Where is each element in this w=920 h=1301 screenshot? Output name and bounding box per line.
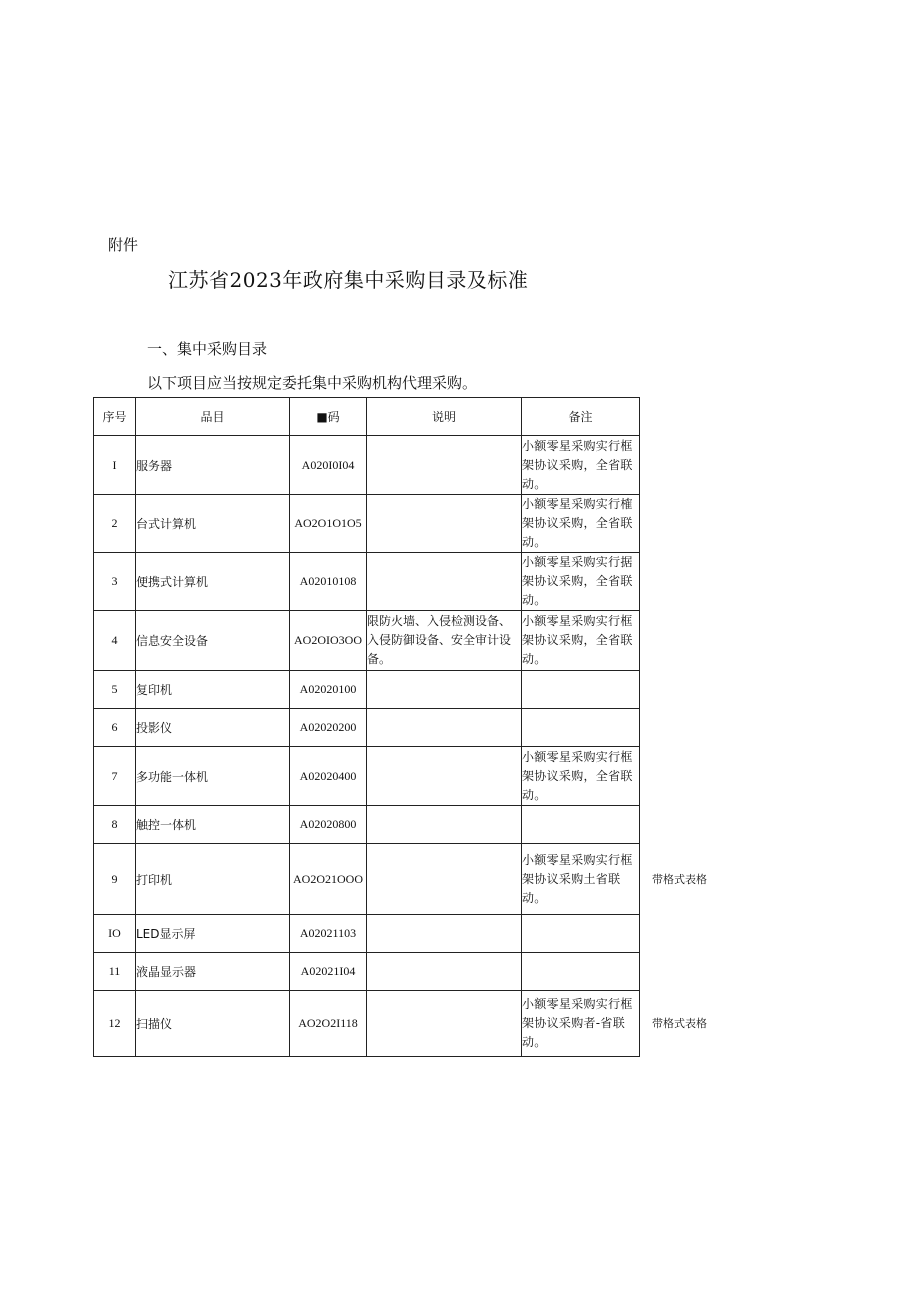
table-row	[94, 953, 640, 991]
row-no: 5	[94, 671, 136, 709]
header-no: 序号	[94, 398, 136, 436]
row-item: 信息安全设备	[136, 611, 290, 671]
row-code: AO2OIO3OO	[290, 611, 367, 671]
row-item: 台式计算机	[136, 495, 290, 553]
table-row	[94, 844, 640, 915]
row-description	[367, 915, 522, 953]
row-no: I	[94, 436, 136, 495]
row-code: A02020400	[290, 747, 367, 806]
row-description	[367, 436, 522, 495]
row-description: 限防火墙、入侵检测设备、入侵防御设备、安全审计设备。	[367, 611, 522, 671]
row-no: 6	[94, 709, 136, 747]
procurement-catalog-table	[93, 397, 640, 1057]
header-remark: 备注	[522, 398, 640, 436]
row-remark: 小额零星采购实行框架协议采购土省联动。	[522, 844, 640, 915]
row-item: 打印机	[136, 844, 290, 915]
table-header-row	[94, 398, 640, 436]
row-no: 9	[94, 844, 136, 915]
header-item: 品目	[136, 398, 290, 436]
row-description	[367, 553, 522, 611]
row-remark	[522, 806, 640, 844]
row-code: AO2O1O1O5	[290, 495, 367, 553]
row-remark: 小额零星采购实行框架协议采购，全省联动。	[522, 436, 640, 495]
formatted-table-note: 带格式表格	[652, 1017, 707, 1030]
row-remark: 小额零星采购实行框架协议采购者-省联动。	[522, 991, 640, 1057]
row-code: A02020800	[290, 806, 367, 844]
attachment-label: 附件	[108, 236, 139, 254]
row-code: AO2O21OOO	[290, 844, 367, 915]
row-remark: 小额零星采购实行据架协议采购，全省联动。	[522, 553, 640, 611]
intro-text: 以下项目应当按规定委托集中采购机构代理采购。	[147, 374, 478, 392]
row-item: 扫描仪	[136, 991, 290, 1057]
row-no: 8	[94, 806, 136, 844]
row-item: 液晶显示器	[136, 953, 290, 991]
row-item: LED显示屏	[136, 915, 290, 953]
table-row	[94, 806, 640, 844]
row-remark: 小额零星采购实行框架协议采购，全省联动。	[522, 747, 640, 806]
row-description	[367, 709, 522, 747]
formatted-table-note: 带格式表格	[652, 873, 707, 886]
row-no: 7	[94, 747, 136, 806]
row-description	[367, 747, 522, 806]
section-heading: 一、集中采购目录	[147, 340, 268, 358]
row-no: 11	[94, 953, 136, 991]
table-row	[94, 611, 640, 671]
table-row	[94, 915, 640, 953]
row-remark: 小额零星采购实行榷架协议采购，全省联动。	[522, 495, 640, 553]
row-description	[367, 495, 522, 553]
table-row	[94, 495, 640, 553]
row-no: IO	[94, 915, 136, 953]
row-remark	[522, 915, 640, 953]
row-item: 便携式计算机	[136, 553, 290, 611]
row-item: 服务器	[136, 436, 290, 495]
table-row	[94, 709, 640, 747]
row-code: A02021103	[290, 915, 367, 953]
table-row	[94, 436, 640, 495]
row-code: A02021I04	[290, 953, 367, 991]
document-title: 江苏省2023年政府集中采购目录及标准	[168, 268, 529, 292]
table-row	[94, 747, 640, 806]
row-code: AO2O2I118	[290, 991, 367, 1057]
row-item: 投影仪	[136, 709, 290, 747]
row-description	[367, 953, 522, 991]
row-no: 12	[94, 991, 136, 1057]
row-remark	[522, 671, 640, 709]
row-no: 2	[94, 495, 136, 553]
table-row	[94, 553, 640, 611]
row-code: A02020100	[290, 671, 367, 709]
row-no: 4	[94, 611, 136, 671]
row-code: A020I0I04	[290, 436, 367, 495]
table-row	[94, 671, 640, 709]
row-remark: 小额零星采购实行框架协议采购，全省联动。	[522, 611, 640, 671]
row-description	[367, 671, 522, 709]
row-remark	[522, 953, 640, 991]
row-code: A02020200	[290, 709, 367, 747]
row-item: 复印机	[136, 671, 290, 709]
row-description	[367, 844, 522, 915]
row-no: 3	[94, 553, 136, 611]
row-item: 多功能一体机	[136, 747, 290, 806]
row-code: A02010108	[290, 553, 367, 611]
table-row	[94, 991, 640, 1057]
row-remark	[522, 709, 640, 747]
row-description	[367, 806, 522, 844]
header-code: ■码	[290, 398, 367, 436]
row-description	[367, 991, 522, 1057]
header-description: 说明	[367, 398, 522, 436]
row-item: 触控一体机	[136, 806, 290, 844]
